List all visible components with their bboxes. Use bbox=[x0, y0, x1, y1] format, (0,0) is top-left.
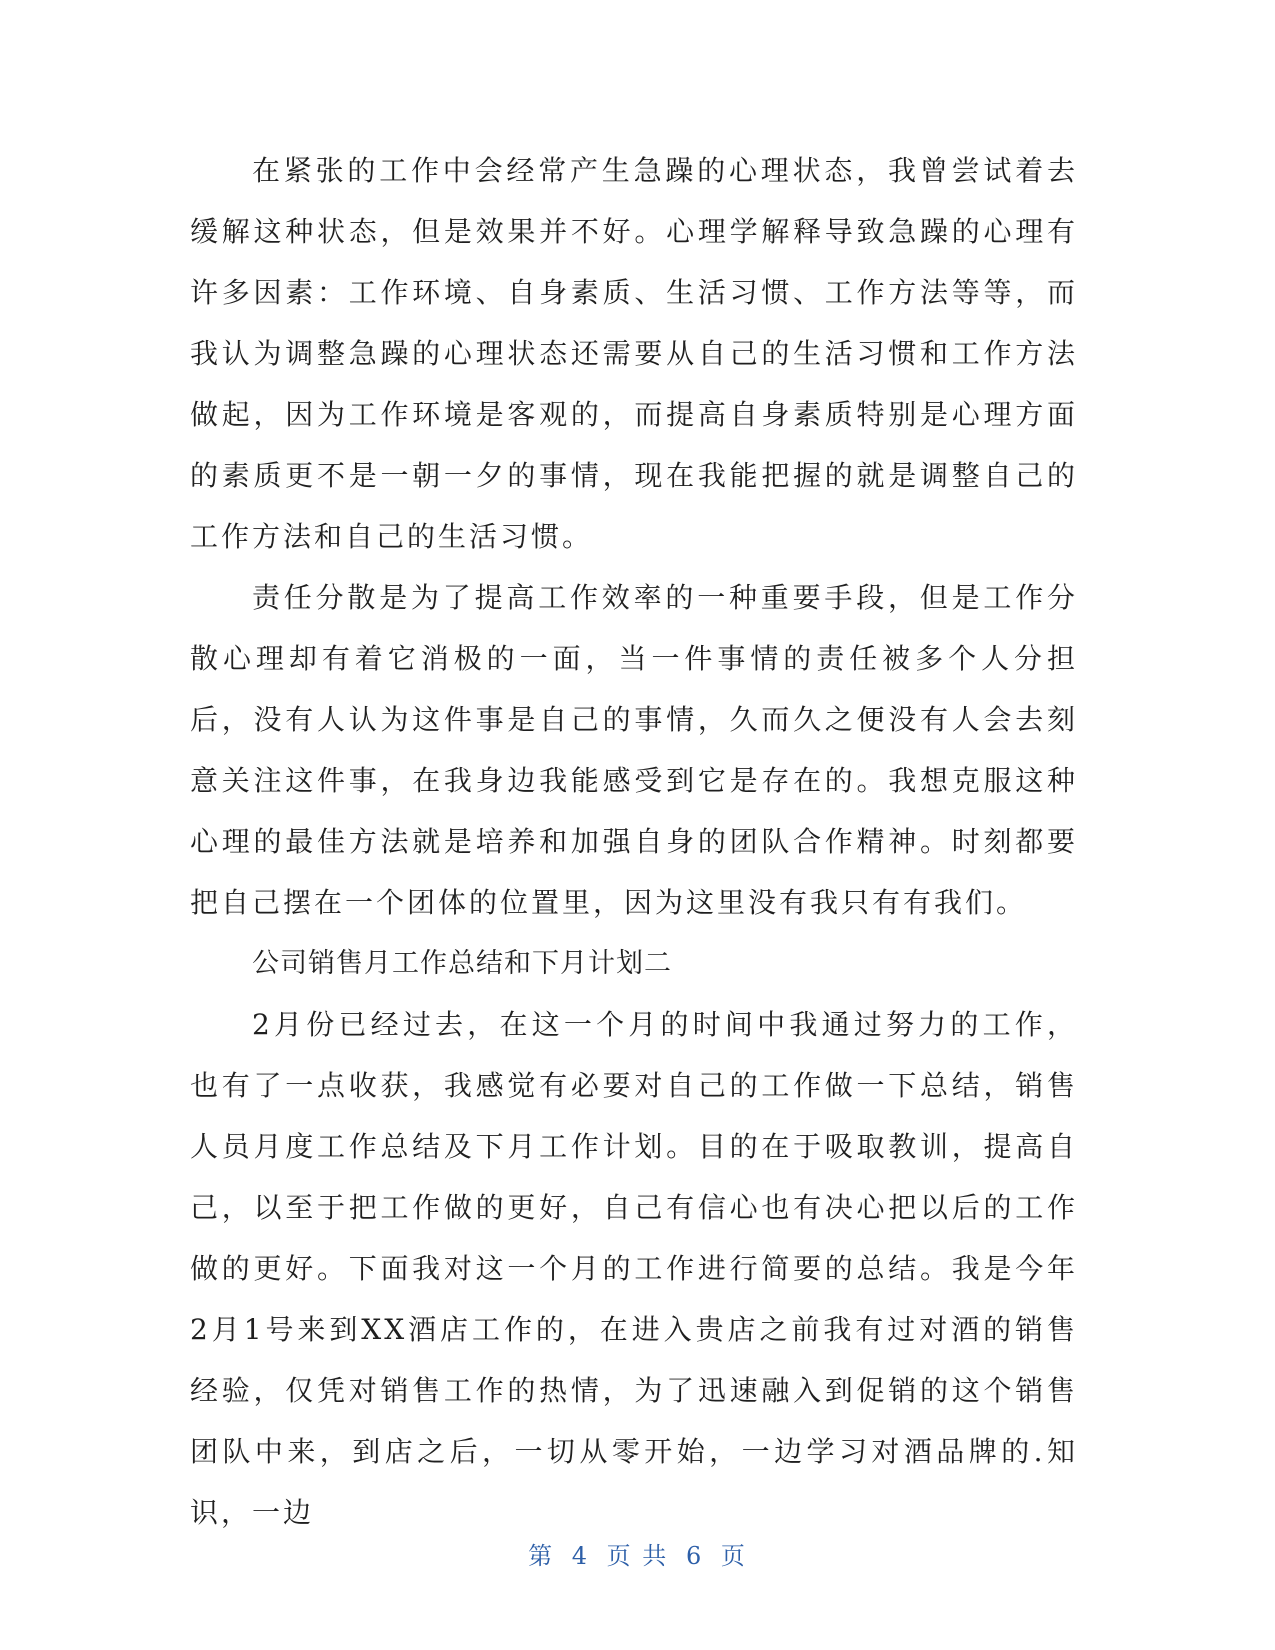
footer-prefix: 第 bbox=[528, 1542, 555, 1570]
paragraph-stress: 在紧张的工作中会经常产生急躁的心理状态，我曾尝试着去缓解这种状态，但是效果并不好。心理学解释导致急躁的心理有许多因素：工作环境、自身素质、生活习惯、工作方法等等，而我认为调整急躁的心理状态还需要从自己的生活习惯和工作方法做起，因为工作环境是客观的，而提高自身素质特别是心理方面的素质更不是一朝一夕的事情，现在我能把握的就是调整自己的工作方法和自己的生活习惯。 bbox=[190, 154, 1078, 553]
footer-current-page: 4 bbox=[571, 1542, 590, 1570]
footer-suffix: 页 bbox=[720, 1542, 747, 1570]
section-title: 公司销售月工作总结和下月计划二 bbox=[252, 948, 672, 979]
footer-middle: 页 共 bbox=[606, 1542, 669, 1570]
paragraph-responsibility: 责任分散是为了提高工作效率的一种重要手段，但是工作分散心理却有着它消极的一面，当一件事情的责任被多个人分担后，没有人认为这件事是自己的事情，久而久之便没有人会去刻意关注这件事，在我身边我能感受到它是存在的。我想克服这种心理的最佳方法就是培养和加强自身的团队合作精神。时刻都要把自己摆在一个团体的位置里，因为这里没有我只有有我们。 bbox=[190, 581, 1078, 919]
paragraph-sales-summary: 2月份已经过去，在这一个月的时间中我通过努力的工作，也有了一点收获，我感觉有必要对自己的工作做一下总结，销售人员月度工作总结及下月工作计划。目的在于吸取教训，提高自己，以至于把工作做的更好，自己有信心也有决心把以后的工作做的更好。下面我对这一个月的工作进行简要的总结。我是今年2月1号来到XX酒店工作的，在进入贵店之前我有过对酒的销售经验，仅凭对销售工作的热情，为了迅速融入到促销的这个销售团队中来，到店之后，一切从零开始，一边学习对酒品牌的.知识，一边 bbox=[190, 1008, 1078, 1529]
page-footer bbox=[0, 1536, 1275, 1571]
footer-total-pages: 6 bbox=[685, 1542, 704, 1570]
document-body bbox=[190, 140, 1078, 1543]
